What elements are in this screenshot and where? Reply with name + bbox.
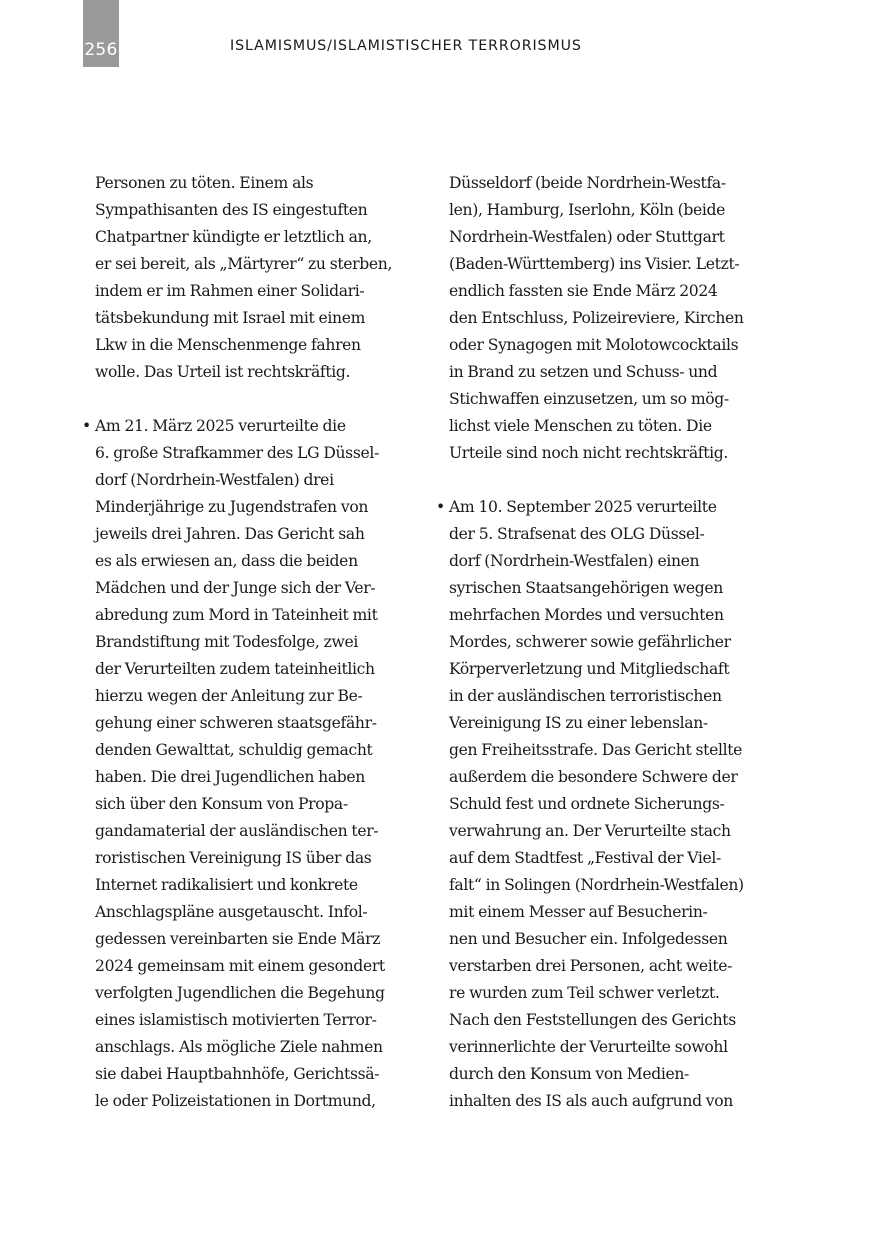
left-bullet-text <box>95 413 415 1115</box>
left-continuation-paragraph <box>95 170 415 386</box>
left-bullet-item <box>82 413 415 1115</box>
text-line: falt“ in Solingen (Nordrhein-Westfalen) <box>449 876 744 894</box>
text-line: Am 21. März 2025 verurteilte die <box>95 417 346 435</box>
text-line: jeweils drei Jahren. Das Gericht sah <box>95 525 365 543</box>
right-column <box>436 170 769 1115</box>
text-line: der Verurteilten zudem tateinheitlich <box>95 660 375 678</box>
text-line: Chatpartner kündigte er letztlich an, <box>95 228 372 246</box>
text-line: eines islamistisch motivierten Terror- <box>95 1011 377 1029</box>
text-line: le oder Polizeistationen in Dortmund, <box>95 1092 376 1110</box>
text-line: durch den Konsum von Medien- <box>449 1065 689 1083</box>
right-bullet-item <box>436 494 769 1115</box>
text-line: Anschlagspläne ausgetauscht. Infol- <box>95 903 368 921</box>
running-header: ISLAMISMUS/ISLAMISTISCHER TERRORISMUS <box>230 38 582 54</box>
text-line: anschlags. Als mögliche Ziele nahmen <box>95 1038 383 1056</box>
right-continuation-paragraph <box>449 170 769 467</box>
text-line: es als erwiesen an, dass die beiden <box>95 552 358 570</box>
text-line: inhalten des IS als auch aufgrund von <box>449 1092 734 1110</box>
bullet-marker: • <box>436 498 446 516</box>
text-line: haben. Die drei Jugendlichen haben <box>95 768 365 786</box>
text-line: Körperverletzung und Mitgliedschaft <box>449 660 730 678</box>
text-line: syrischen Staatsangehörigen wegen <box>449 579 723 597</box>
text-line: Brandstiftung mit Todesfolge, zwei <box>95 633 358 651</box>
paragraph-gap <box>95 386 415 413</box>
bullet-marker: • <box>82 417 92 435</box>
text-line: 2024 gemeinsam mit einem gesondert <box>95 957 385 975</box>
text-line: der 5. Strafsenat des OLG Düssel- <box>449 525 705 543</box>
text-line: auf dem Stadtfest „Festival der Viel- <box>449 849 721 867</box>
page-number-tab <box>83 0 119 67</box>
text-line: Nach den Feststellungen des Gerichts <box>449 1011 736 1029</box>
text-line: tätsbekundung mit Israel mit einem <box>95 309 366 327</box>
text-line: sie dabei Hauptbahnhöfe, Gerichtssä- <box>95 1065 380 1083</box>
text-line: Stichwaffen einzusetzen, um so mög- <box>449 390 729 408</box>
text-line: nen und Besucher ein. Infolgedessen <box>449 930 728 948</box>
text-line: endlich fassten sie Ende März 2024 <box>449 282 718 300</box>
text-line: dorf (Nordrhein-Westfalen) einen <box>449 552 700 570</box>
text-line: Minderjährige zu Jugendstrafen von <box>95 498 369 516</box>
text-line: mehrfachen Mordes und versuchten <box>449 606 724 624</box>
text-line: Schuld fest und ordnete Sicherungs- <box>449 795 725 813</box>
text-line: in Brand zu setzen und Schuss- und <box>449 363 718 381</box>
text-line: gedessen vereinbarten sie Ende März <box>95 930 381 948</box>
text-line: (Baden-Württemberg) ins Visier. Letzt- <box>449 255 740 273</box>
text-line: Lkw in die Menschenmenge fahren <box>95 336 361 354</box>
text-line: wolle. Das Urteil ist rechtskräftig. <box>95 363 351 381</box>
text-line: re wurden zum Teil schwer verletzt. <box>449 984 720 1002</box>
text-line: abredung zum Mord in Tateinheit mit <box>95 606 378 624</box>
text-line: hierzu wegen der Anleitung zur Be- <box>95 687 363 705</box>
text-line: roristischen Vereinigung IS über das <box>95 849 372 867</box>
text-line: 6. große Strafkammer des LG Düssel- <box>95 444 379 462</box>
text-line: denden Gewalttat, schuldig gemacht <box>95 741 373 759</box>
text-line: oder Synagogen mit Molotowcocktails <box>449 336 739 354</box>
text-line: verwahrung an. Der Verurteilte stach <box>449 822 731 840</box>
text-line: den Entschluss, Polizeireviere, Kirchen <box>449 309 744 327</box>
text-line: sich über den Konsum von Propa- <box>95 795 348 813</box>
left-column <box>82 170 415 1115</box>
text-line: Am 10. September 2025 verurteilte <box>449 498 717 516</box>
text-line: er sei bereit, als „Märtyrer“ zu sterben, <box>95 255 393 273</box>
text-line: verstarben drei Personen, acht weite- <box>449 957 733 975</box>
text-line: dorf (Nordrhein-Westfalen) drei <box>95 471 334 489</box>
text-line: Sympathisanten des IS eingestuften <box>95 201 368 219</box>
text-line: außerdem die besondere Schwere der <box>449 768 738 786</box>
text-line: Urteile sind noch nicht rechtskräftig. <box>449 444 729 462</box>
text-line: Personen zu töten. Einem als <box>95 174 314 192</box>
text-line: Düsseldorf (beide Nordrhein-Westfa- <box>449 174 726 192</box>
text-line: Internet radikalisiert und konkrete <box>95 876 358 894</box>
text-line: mit einem Messer auf Besucherin- <box>449 903 708 921</box>
text-line: lichst viele Menschen zu töten. Die <box>449 417 712 435</box>
text-line: len), Hamburg, Iserlohn, Köln (beide <box>449 201 726 219</box>
text-line: Vereinigung IS zu einer lebenslan- <box>449 714 708 732</box>
text-line: verinnerlichte der Verurteilte sowohl <box>449 1038 728 1056</box>
paragraph-gap <box>449 467 769 494</box>
text-line: gen Freiheitsstrafe. Das Gericht stellte <box>449 741 743 759</box>
text-line: in der ausländischen terroristischen <box>449 687 722 705</box>
text-line: gandamaterial der ausländischen ter- <box>95 822 379 840</box>
right-bullet-text <box>449 494 769 1115</box>
text-line: gehung einer schweren staatsgefähr- <box>95 714 377 732</box>
text-line: Nordrhein-Westfalen) oder Stuttgart <box>449 228 725 246</box>
text-line: Mordes, schwerer sowie gefährlicher <box>449 633 731 651</box>
page-number: 256 <box>84 40 118 60</box>
text-line: verfolgten Jugendlichen die Begehung <box>95 984 385 1002</box>
text-line: indem er im Rahmen einer Solidari- <box>95 282 365 300</box>
text-line: Mädchen und der Junge sich der Ver- <box>95 579 376 597</box>
